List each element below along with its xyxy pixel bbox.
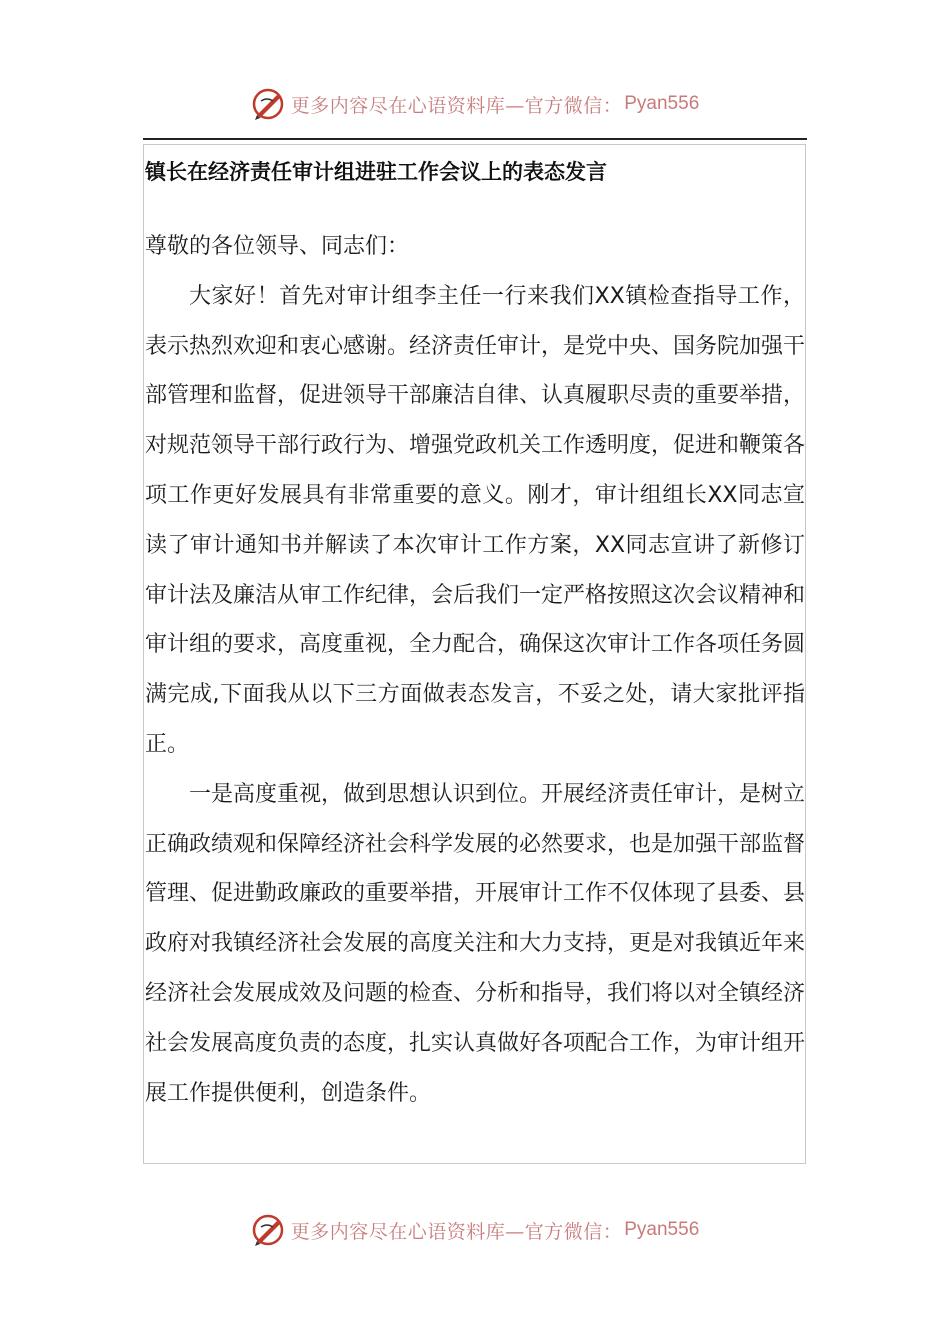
header-rule [143,138,807,140]
watermark-wechat-id: Pyan556 [624,93,700,114]
watermark-text: 更多内容尽在心语资料库—官方微信： [290,94,623,117]
footer-watermark [0,1210,950,1250]
document-body [145,222,805,1118]
watermark-text: 更多内容尽在心语资料库—官方微信： [290,1220,623,1243]
pen-logo-icon [251,87,285,121]
watermark-wechat-id: Pyan556 [624,1219,700,1240]
paragraph: 大家好！首先对审计组李主任一行来我们XX镇检查指导工作，表示热烈欢迎和衷心感谢。经济责任审计，是党中央、国务院加强干部管理和监督，促进领导干部廉洁自律、认真履职尽责的重要举措，对规范领导干部行政行为、增强党政机关工作透明度，促进和鞭策各项工作更好发展具有非常重要的意义。刚才，审计组组长XX同志宣读了审计通知书并解读了本次审计工作方案，XX同志宣讲了新修订审计法及廉洁从审工作纪律，会后我们一定严格按照这次会议精神和审计组的要求，高度重视，全力配合，确保这次审计工作各项任务圆满完成,下面我从以下三方面做表态发言，不妥之处，请大家批评指正。 [145,283,806,757]
pen-logo-icon [251,1213,285,1247]
document-title: 镇长在经济责任审计组进驻工作会议上的表态发言 [145,160,607,184]
header-watermark [0,84,950,124]
paragraph: 一是高度重视，做到思想认识到位。开展经济责任审计，是树立正确政绩观和保障经济社会科学发展的必然要求，也是加强干部监督管理、促进勤政廉政的重要举措，开展审计工作不仅体现了县委、县政府对我镇经济社会发展的高度关注和大力支持，更是对我镇近年来经济社会发展成效及问题的检查、分析和指导，我们将以对全镇经济社会发展高度负责的态度，扎实认真做好各项配合工作，为审计组开展工作提供便利，创造条件。 [145,781,806,1106]
salutation: 尊敬的各位领导、同志们： [145,234,410,259]
